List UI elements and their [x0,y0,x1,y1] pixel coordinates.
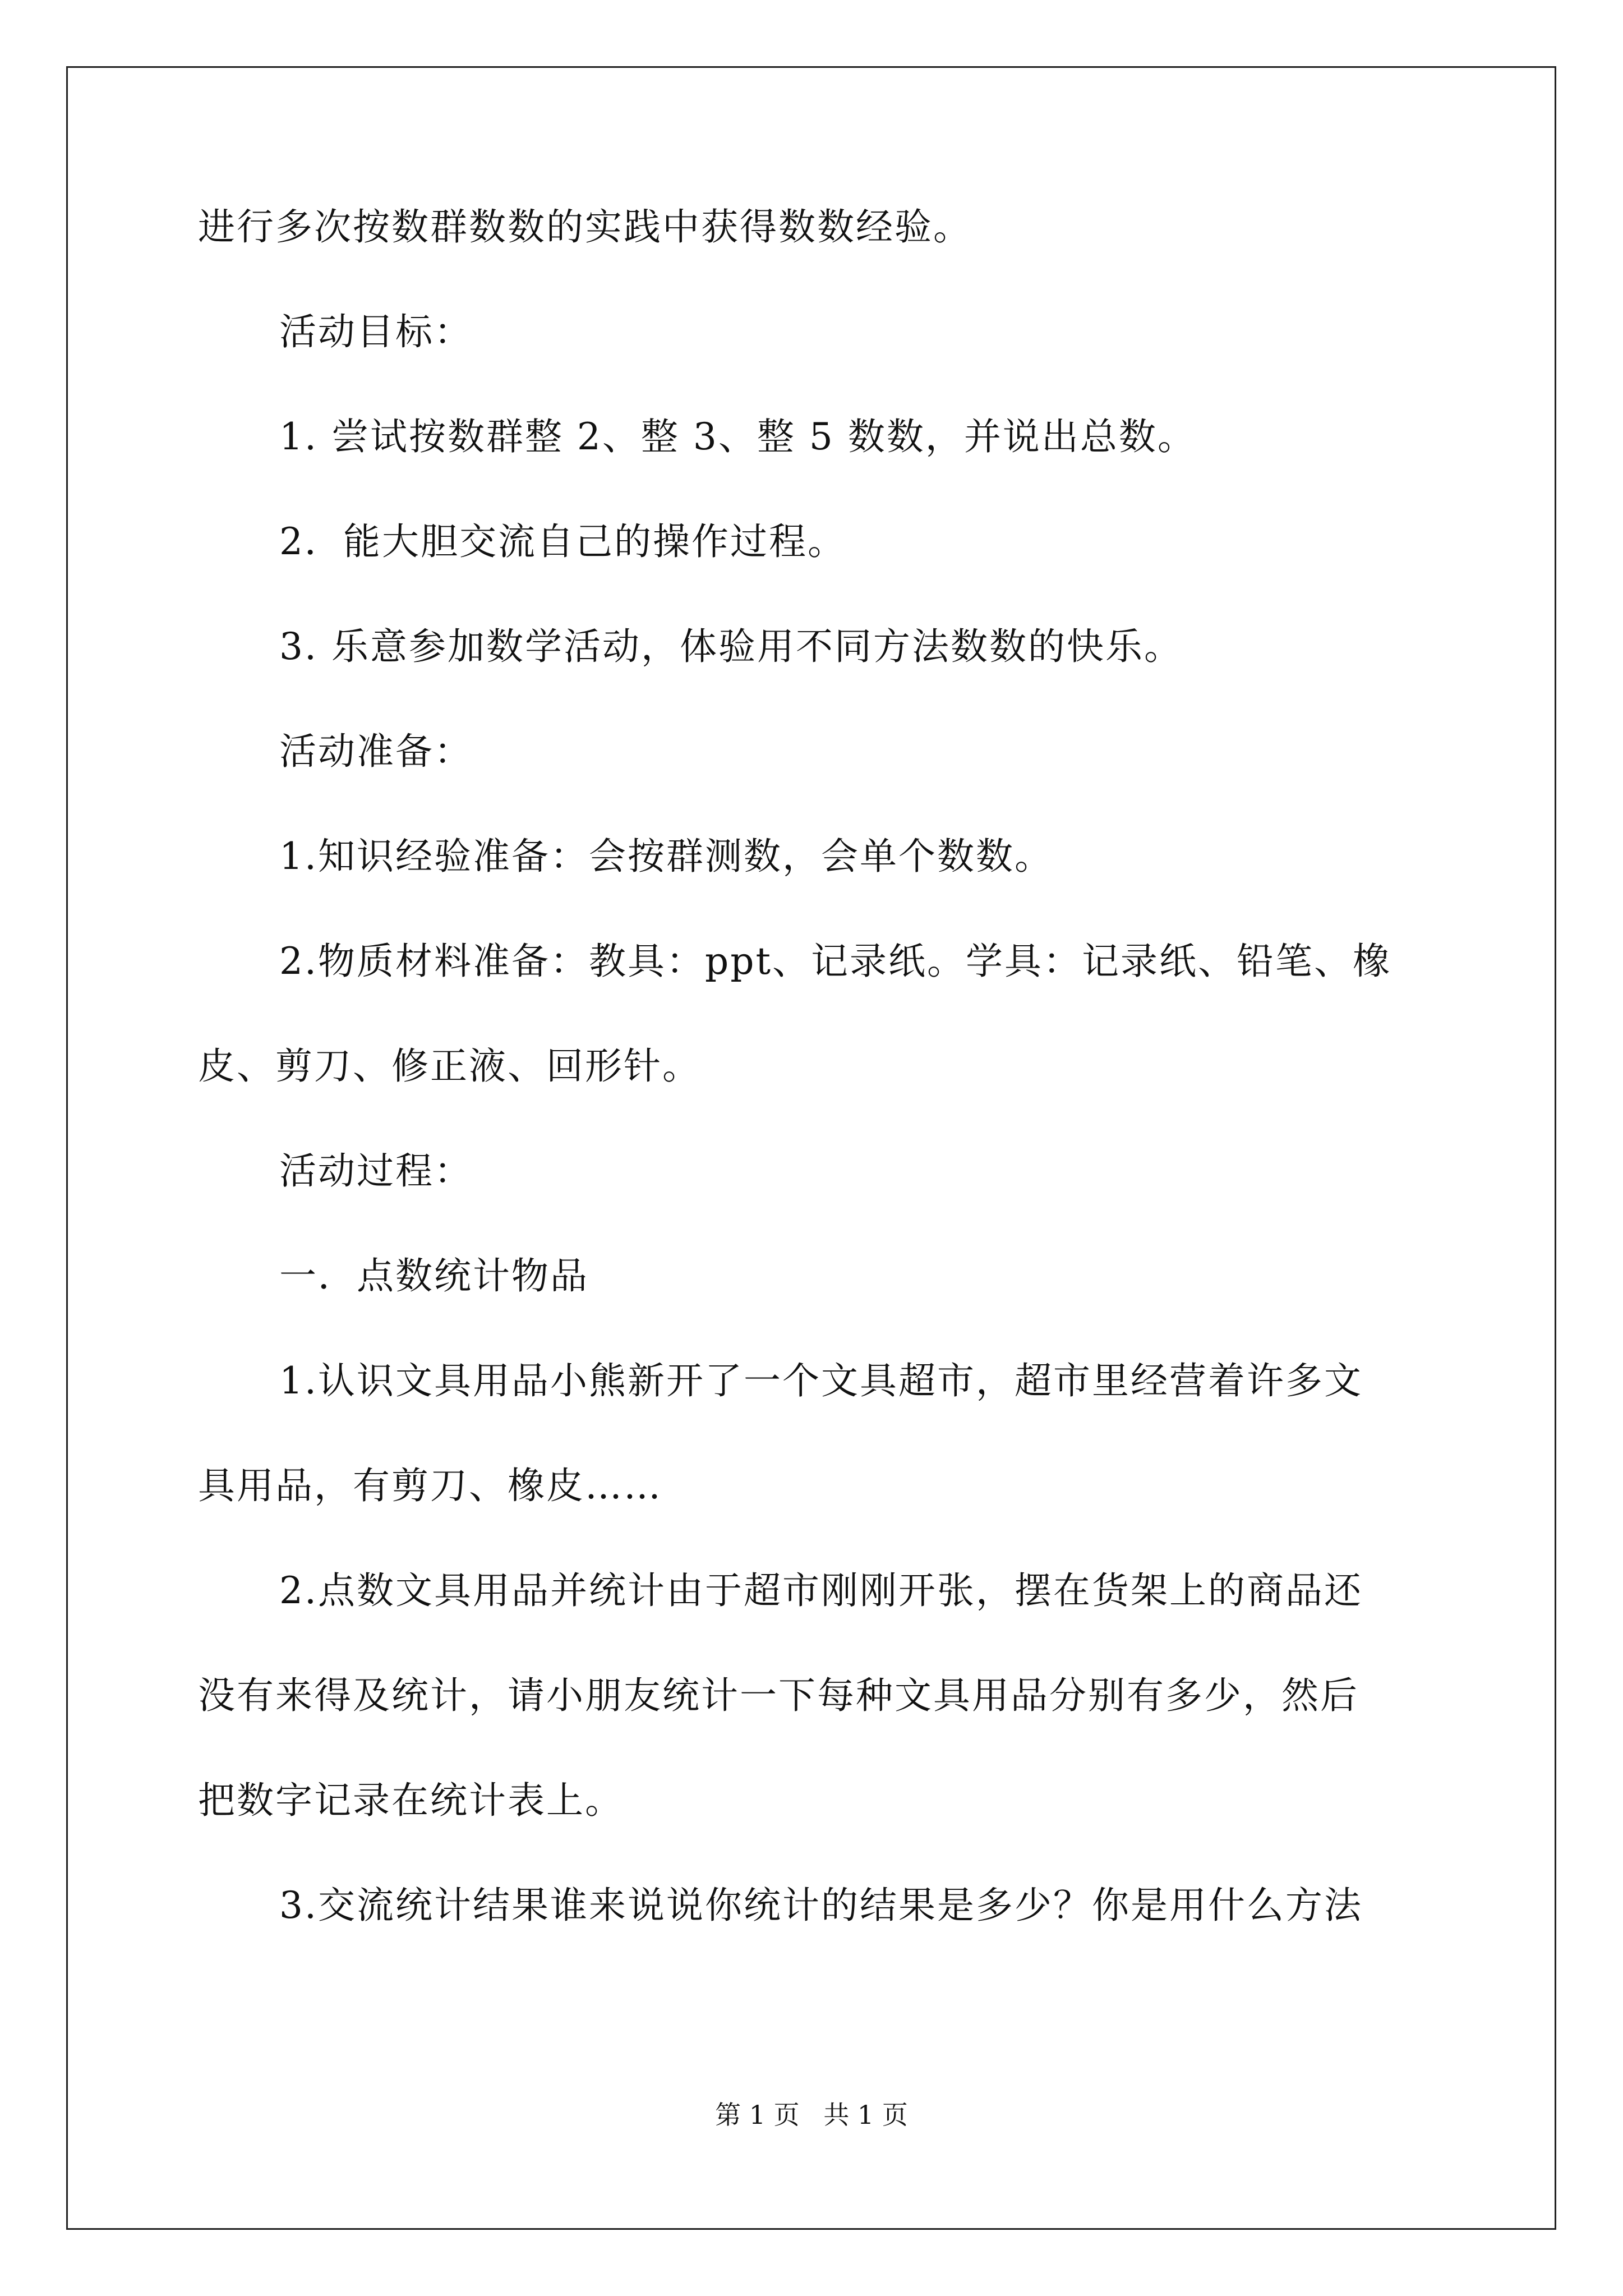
process-item-1: 1.认识文具用品小熊新开了一个文具超市，超市里经营着许多文 [279,1359,1363,1402]
section-heading-preparation: 活动准备： [279,730,473,773]
process-item-2-continued: 没有来得及统计，请小朋友统计一下每种文具用品分别有多少，然后 [198,1674,1359,1717]
page-footer [0,2098,1623,2132]
process-item-3: 3.交流统计结果谁来说说你统计的结果是多少？你是用什么方法 [279,1884,1363,1927]
preparation-item-2: 2.物质材料准备：教具：ppt、记录纸。学具：记录纸、铅笔、橡 [279,940,1391,983]
process-step-heading: 一．点数统计物品 [279,1254,589,1297]
goal-item-3: 3. 乐意参加数学活动，体验用不同方法数数的快乐。 [279,625,1183,668]
paragraph-line: 进行多次按数群数数的实践中获得数数经验。 [198,205,972,249]
page-number: 第 1 页 [715,2100,800,2130]
process-item-1-continued: 具用品，有剪刀、橡皮…… [198,1464,662,1507]
page-total: 共 1 页 [823,2100,908,2130]
goal-item-2: 2．能大胆交流自己的操作过程。 [279,520,846,563]
process-item-2-continued-2: 把数字记录在统计表上。 [198,1779,624,1822]
section-heading-process: 活动过程： [279,1149,473,1193]
section-heading-goals: 活动目标： [279,310,473,353]
goal-item-1: 1. 尝试按数群整 2、整 3、整 5 数数，并说出总数。 [279,415,1196,458]
process-item-2: 2.点数文具用品并统计由于超市刚刚开张，摆在货架上的商品还 [279,1569,1363,1612]
preparation-item-2-continued: 皮、剪刀、修正液、回形针。 [198,1045,701,1088]
preparation-item-1: 1.知识经验准备：会按群测数，会单个数数。 [279,835,1053,878]
